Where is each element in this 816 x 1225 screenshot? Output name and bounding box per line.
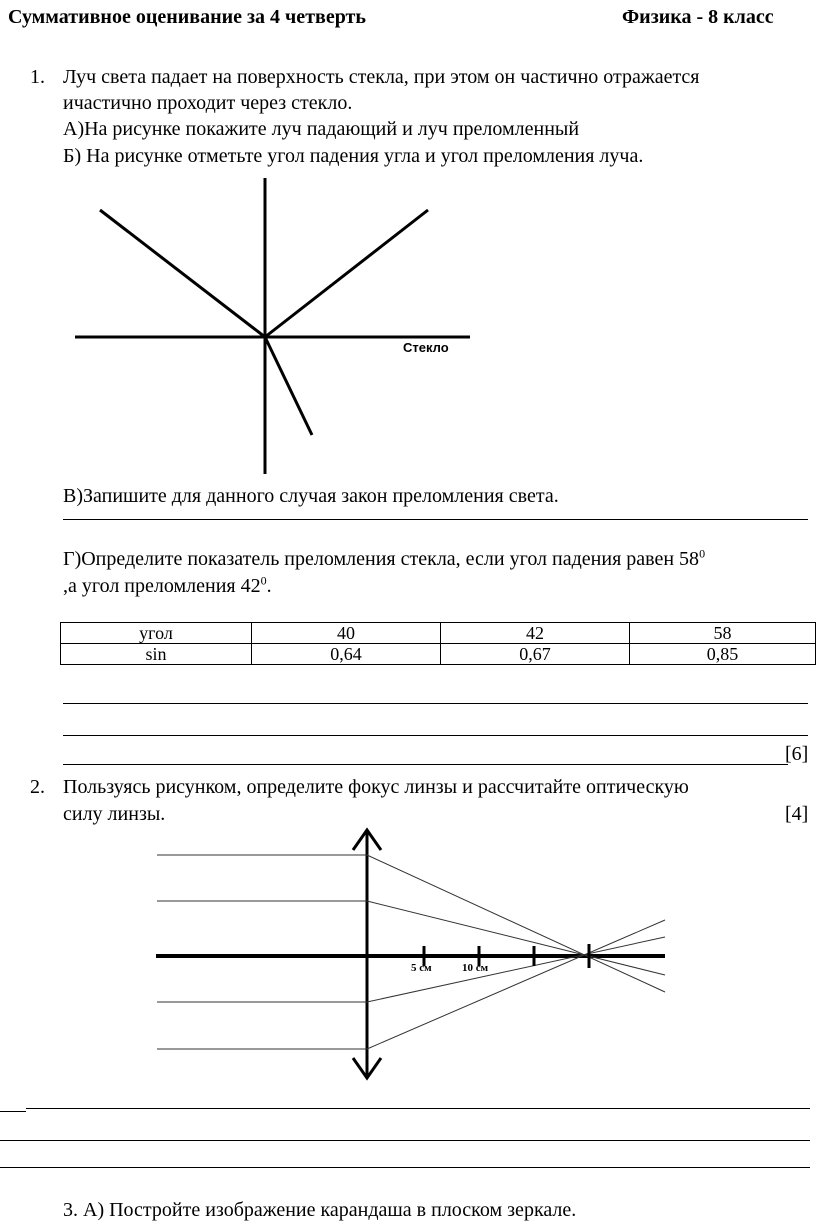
table-row bbox=[61, 623, 816, 644]
q1-task-c: В)Запишите для данного случая закон преломления света. bbox=[63, 485, 559, 507]
answer-line-c bbox=[63, 519, 808, 520]
refraction-diagram bbox=[60, 170, 480, 480]
q1-task-d-line2: ,а угол преломления $42^0$. bbox=[63, 573, 272, 597]
q2-score: [4] bbox=[785, 803, 809, 825]
answer-line bbox=[0, 1111, 26, 1112]
q2-line2: силу линзы. bbox=[63, 803, 166, 825]
q1-task-a: А)На рисунке покажите луч падающий и луч преломленный bbox=[63, 118, 580, 140]
answer-line bbox=[26, 1108, 810, 1109]
sine-table bbox=[60, 622, 816, 665]
refracted-rays bbox=[367, 855, 665, 1049]
table-cell: 40 bbox=[252, 623, 441, 644]
answer-line bbox=[0, 1167, 810, 1168]
answer-line bbox=[63, 703, 808, 704]
incoming-rays bbox=[157, 855, 367, 1049]
table-cell: 0,85 bbox=[630, 644, 816, 665]
q1-task-d-line1: Г)Определите показатель преломления стекла, если угол падения равен $58^0$ bbox=[63, 546, 706, 570]
answer-line bbox=[63, 735, 808, 736]
table-cell: 0,67 bbox=[441, 644, 630, 665]
table-cell: угол bbox=[61, 623, 252, 644]
lens-diagram bbox=[0, 820, 816, 1090]
q1-score: [6] bbox=[785, 743, 809, 765]
tick-label-5cm: 5 см bbox=[411, 962, 432, 974]
q3-text: 3. А) Постройте изображение карандаша в плоском зеркале. bbox=[63, 1199, 577, 1221]
glass-label: Стекло bbox=[403, 340, 449, 355]
q2-line1: Пользуясь рисунком, определите фокус линзы и рассчитайте оптическую bbox=[63, 776, 689, 798]
table-cell: sin bbox=[61, 644, 252, 665]
tick-label-10cm: 10 см bbox=[462, 962, 489, 974]
table-cell: 0,64 bbox=[252, 644, 441, 665]
reflected-ray bbox=[265, 210, 428, 337]
table-cell: 58 bbox=[630, 623, 816, 644]
q1-line1: Луч света падает на поверхность стекла, при этом он частично отражается bbox=[63, 66, 700, 88]
q2-number: 2. bbox=[30, 776, 45, 798]
table-row bbox=[61, 644, 816, 665]
table-cell: 42 bbox=[441, 623, 630, 644]
refracted-ray bbox=[265, 337, 312, 435]
answer-line bbox=[63, 764, 788, 765]
header-left: Суммативное оценивание за 4 четверть bbox=[8, 6, 366, 28]
q1-line2: ичастично проходит через стекло. bbox=[63, 92, 353, 114]
q1-number: 1. bbox=[30, 66, 45, 88]
q1-task-b: Б) На рисунке отметьте угол падения угла и угол преломления луча. bbox=[63, 145, 644, 167]
header-right: Физика - 8 класс bbox=[622, 6, 774, 28]
answer-line bbox=[0, 1140, 810, 1141]
incident-ray bbox=[100, 210, 265, 337]
